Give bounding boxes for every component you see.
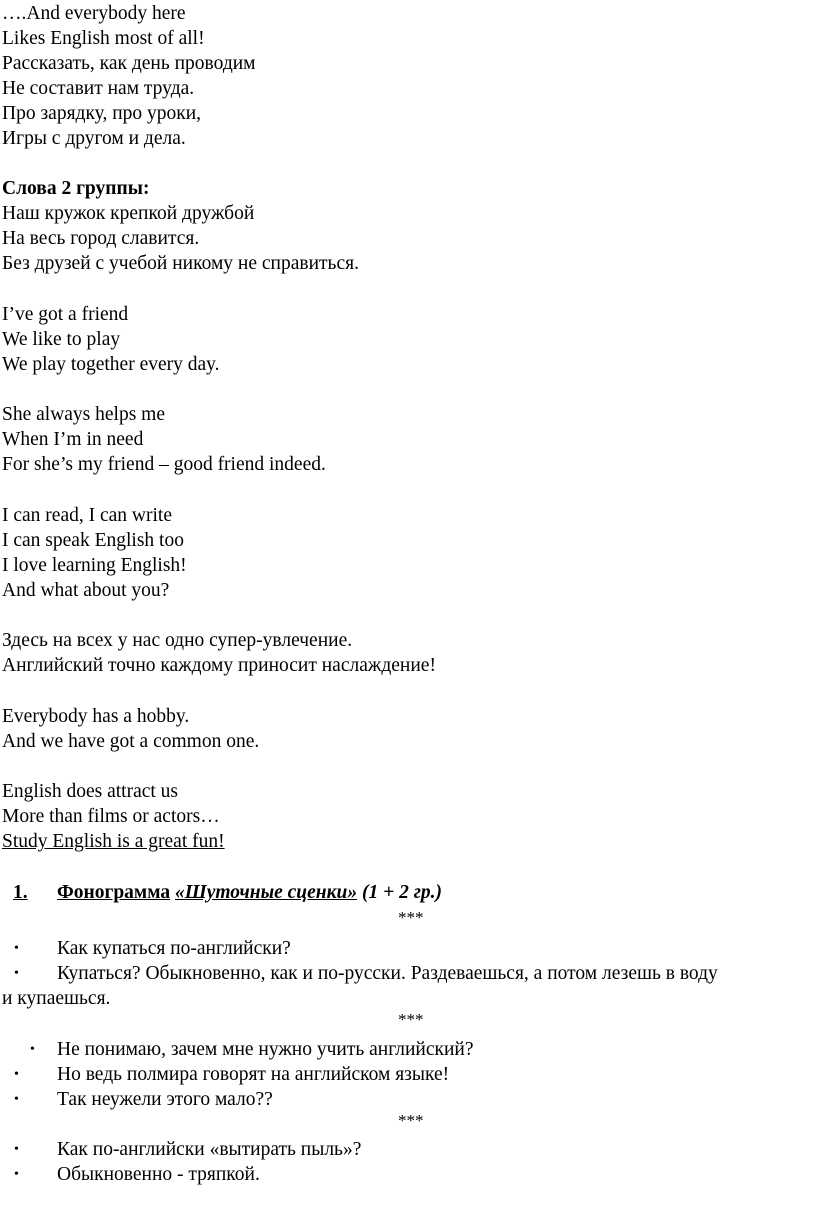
verse-line: Игры с другом и дела.	[2, 128, 186, 149]
verse-line: Рассказать, как день проводим	[2, 53, 256, 74]
bullet-icon: •	[14, 966, 19, 981]
dialog-line: Как купаться по-английски?	[57, 938, 291, 959]
bullet-icon: •	[30, 1042, 35, 1057]
scene-separator: ***	[398, 908, 424, 927]
verse-line: ….And everybody here	[2, 3, 186, 24]
bullet-icon: •	[14, 1092, 19, 1107]
scene-separator: ***	[398, 1010, 424, 1029]
section-number: 1.	[13, 882, 28, 903]
dialog-line: Так неужели этого мало??	[57, 1089, 273, 1110]
group2-line: Наш кружок крепкой дружбой	[2, 203, 255, 224]
bullet-icon: •	[14, 1142, 19, 1157]
verse-line: Likes English most of all!	[2, 28, 205, 49]
verse-line: Про зарядку, про уроки,	[2, 103, 202, 124]
verse-line: I can read, I can write	[2, 505, 172, 526]
bullet-icon: •	[14, 1167, 19, 1182]
group2-line: На весь город славится.	[2, 228, 200, 249]
scene-separator: ***	[398, 1111, 424, 1130]
section-groups: (1 + 2 гр.)	[361, 882, 443, 903]
verse-line: For she’s my friend – good friend indeed.	[2, 454, 326, 475]
verse-line: We play together every day.	[2, 354, 220, 375]
dialog-line: Обыкновенно - тряпкой.	[57, 1164, 260, 1185]
dialog-line: Как по-английски «вытирать пыль»?	[57, 1139, 362, 1160]
verse-line: And we have got a common one.	[2, 731, 260, 752]
verse-line: I love learning English!	[2, 555, 187, 576]
verse-line: We like to play	[2, 329, 121, 350]
dialog-line: Не понимаю, зачем мне нужно учить английский?	[57, 1039, 474, 1060]
verse-line: Everybody has a hobby.	[2, 706, 190, 727]
verse-line: And what about you?	[2, 580, 170, 601]
verse-line: Не составит нам труда.	[2, 78, 195, 99]
verse-line: Английский точно каждому приносит наслаждение!	[2, 655, 436, 676]
bullet-icon: •	[14, 1067, 19, 1082]
verse-line: When I’m in need	[2, 429, 144, 450]
verse-line: Здесь на всех у нас одно супер-увлечение.	[2, 630, 353, 651]
verse-line: She always helps me	[2, 404, 166, 425]
underlined-verse-line: Study English is a great fun!	[2, 831, 225, 852]
dialog-line-wrap: и купаешься.	[2, 988, 111, 1009]
dialog-line: Купаться? Обыкновенно, как и по-русски. Раздеваешься, а потом лезешь в воду	[57, 963, 718, 984]
verse-line: English does attract us	[2, 781, 179, 802]
section-heading	[57, 880, 442, 905]
group2-title: Слова 2 группы:	[2, 178, 150, 199]
bullet-icon: •	[14, 941, 19, 956]
dialog-line: Но ведь полмира говорят на английском языке!	[57, 1064, 450, 1085]
section-label: Фонограмма	[57, 882, 171, 903]
verse-line: I can speak English too	[2, 530, 184, 551]
verse-line: I’ve got a friend	[2, 304, 129, 325]
section-title: «Шуточные сценки»	[175, 882, 358, 903]
verse-line: More than films or actors…	[2, 806, 220, 827]
group2-line: Без друзей с учебой никому не справиться.	[2, 253, 359, 274]
